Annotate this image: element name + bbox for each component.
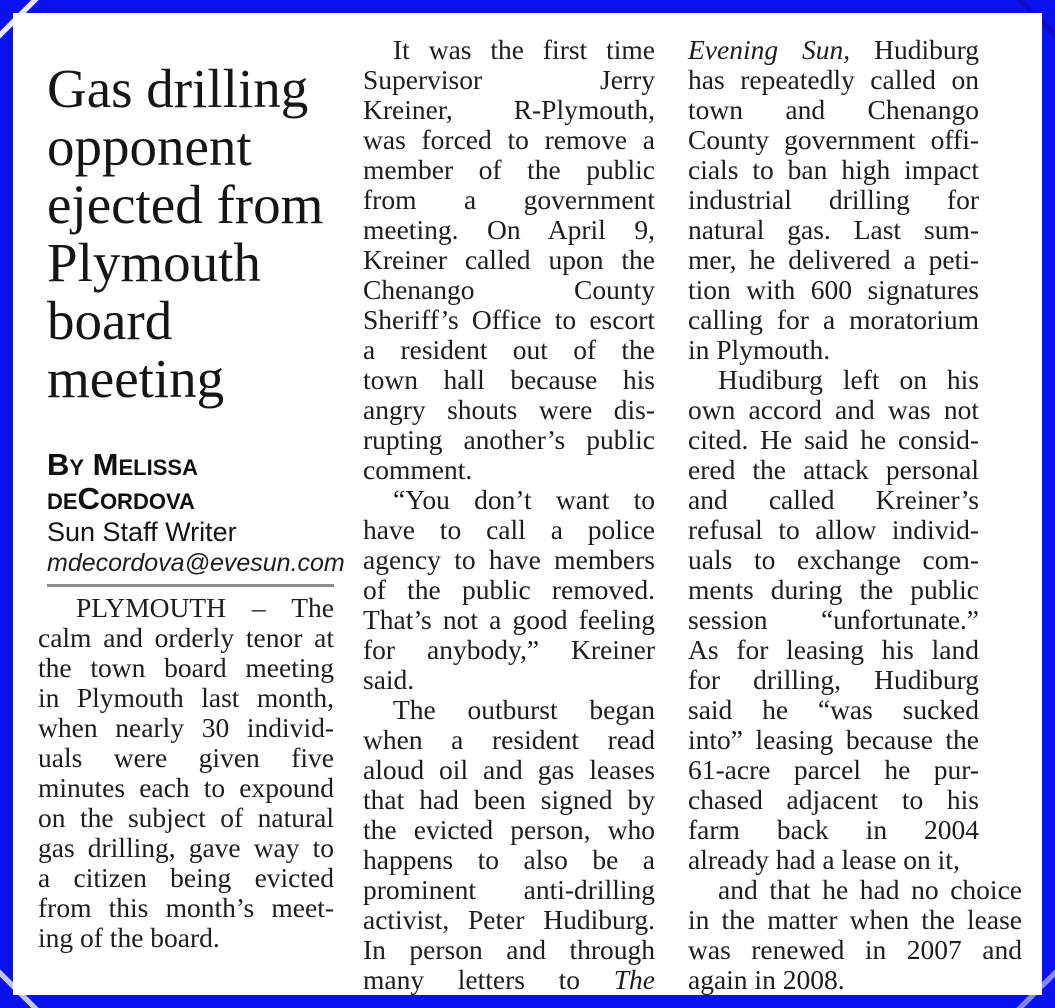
- text-line: already had a lease on it,: [688, 844, 960, 875]
- text-line: a citizen being evicted: [38, 862, 334, 893]
- text-line: from a government: [363, 184, 655, 215]
- text-line: cited. He said he consid-: [688, 424, 979, 455]
- text-line: into” leasing because the: [688, 724, 979, 755]
- text-line: [363, 965, 655, 995]
- text-line: calling for a moratorium: [688, 304, 979, 335]
- text-line: prominent anti-drilling: [363, 874, 655, 905]
- text-line: in the matter when the lease: [688, 904, 1022, 935]
- text-line: ejected from: [47, 174, 324, 235]
- text-line: from this month’s meet-: [38, 892, 334, 923]
- text-line: The outburst began: [393, 694, 655, 725]
- text-line: and called Kreiner’s: [688, 484, 979, 515]
- text-line: town and Chenango: [688, 94, 979, 125]
- column-1-text: [38, 593, 334, 953]
- text-line: has repeatedly called on: [688, 64, 979, 95]
- text-line: PLYMOUTH – The: [76, 592, 334, 623]
- text-line: board: [47, 290, 173, 351]
- text-line: That’s not a good feeling: [363, 604, 655, 635]
- text-line: As for leasing his land: [688, 634, 979, 665]
- text-line: said.: [363, 664, 415, 695]
- text-line: angry shouts were dis-: [363, 394, 655, 425]
- text-line: for anybody,” Kreiner: [363, 634, 655, 665]
- text-line: natural gas. Last sum-: [688, 214, 979, 245]
- article-column-2: [363, 35, 655, 995]
- text-segment: many letters to: [363, 964, 614, 995]
- text-line: happens to also be a: [363, 844, 655, 875]
- text-line: gas drilling, gave way to: [38, 832, 334, 863]
- text-line: [688, 35, 979, 65]
- text-line: cials to ban high impact: [688, 154, 979, 185]
- text-line: mer, he delivered a peti-: [688, 244, 979, 275]
- text-line: calm and orderly tenor at: [38, 622, 334, 653]
- text-line: uals were given five: [38, 742, 334, 773]
- article-paper: [13, 13, 1042, 995]
- byline-divider: [47, 584, 334, 587]
- text-line: industrial drilling for: [688, 184, 979, 215]
- text-line: for drilling, Hudiburg: [688, 664, 979, 695]
- text-line: aloud oil and gas leases: [363, 754, 655, 785]
- text-line: Chenango County: [363, 274, 655, 305]
- text-line: member of the public: [363, 154, 655, 185]
- text-line: tion with 600 signatures: [688, 274, 979, 305]
- text-line: Sheriff’s Office to escort: [363, 304, 655, 335]
- text-line: 61-acre parcel he pur-: [688, 754, 979, 785]
- text-line: session “unfortunate.”: [688, 604, 979, 635]
- byline-author-line-1: By Melissa: [47, 447, 198, 482]
- article-column-3: [688, 34, 1022, 995]
- text-line: again in 2008.: [688, 964, 845, 995]
- text-segment: Hudiburg: [850, 34, 979, 65]
- text-line: of the public removed.: [363, 574, 655, 605]
- column-3-text: [688, 34, 1022, 995]
- text-line: in Plymouth last month,: [38, 682, 334, 713]
- text-line: when nearly 30 individ-: [38, 712, 334, 743]
- text-line: Plymouth: [47, 232, 261, 293]
- byline-role: Sun Staff Writer: [47, 517, 237, 547]
- text-line: own accord and was not: [688, 394, 979, 425]
- text-line: chased adjacent to his: [688, 784, 979, 815]
- text-line: in Plymouth.: [688, 334, 831, 365]
- column-2-text: [363, 35, 655, 995]
- text-line: was renewed in 2007 and: [688, 934, 1022, 965]
- text-line: the evicted person, who: [363, 814, 655, 845]
- text-line: farm back in 2004: [688, 814, 979, 845]
- text-line: on the subject of natural: [38, 802, 334, 833]
- byline-email: mdecordova@evesun.com: [47, 549, 345, 577]
- text-line: refusal to allow individ-: [688, 514, 979, 545]
- text-line: Kreiner called upon the: [363, 244, 655, 275]
- text-line: meeting. On April 9,: [363, 214, 655, 245]
- text-line: uals to exchange com-: [688, 544, 979, 575]
- text-line: and that he had no choice: [718, 874, 1022, 905]
- text-line: a resident out of the: [363, 334, 655, 365]
- text-line: was forced to remove a: [363, 124, 655, 155]
- text-line: opponent: [47, 116, 252, 177]
- text-line: that had been signed by: [363, 784, 655, 815]
- text-line: ered the attack personal: [688, 454, 979, 485]
- text-line: minutes each to expound: [38, 772, 334, 803]
- text-line: said he “was sucked: [688, 694, 979, 725]
- text-line: ing of the board.: [38, 922, 220, 953]
- byline: [47, 447, 345, 578]
- text-line: Kreiner, R-Plymouth,: [363, 94, 655, 125]
- text-line: activist, Peter Hudiburg.: [363, 904, 655, 935]
- text-line: It was the first time: [393, 34, 655, 65]
- italic-text: Evening Sun,: [688, 34, 851, 65]
- text-line: town hall because his: [363, 364, 655, 395]
- text-line: when a resident read: [363, 724, 655, 755]
- text-line: the town board meeting: [38, 652, 334, 683]
- text-line: have to call a police: [363, 514, 655, 545]
- text-line: rupting another’s public: [363, 424, 655, 455]
- italic-text: The: [613, 964, 655, 995]
- text-line: Gas drilling: [47, 58, 309, 119]
- text-line: Hudiburg left on his: [718, 364, 979, 395]
- text-line: County government offi-: [688, 124, 979, 155]
- text-line: comment.: [363, 454, 473, 485]
- text-line: meeting: [47, 348, 225, 409]
- byline-author-line-2: deCordova: [47, 481, 195, 516]
- headline: [47, 60, 334, 408]
- article-column-1: [38, 13, 345, 953]
- text-line: agency to have members: [363, 544, 655, 575]
- text-line: ments during the public: [688, 574, 979, 605]
- text-line: In person and through: [363, 934, 655, 965]
- text-line: “You don’t want to: [393, 484, 655, 515]
- text-line: Supervisor Jerry: [363, 64, 655, 95]
